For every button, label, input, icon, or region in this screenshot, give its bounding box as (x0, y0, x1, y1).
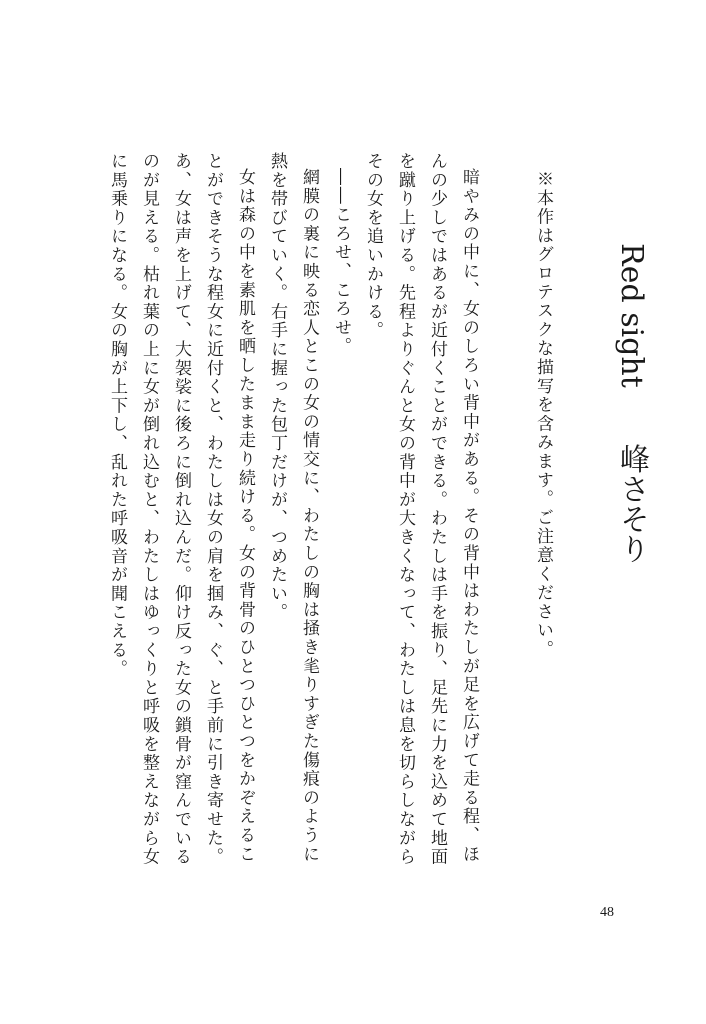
body-line: 熱を帯びていく。右手に握った包丁だけが、つめたい。 (267, 152, 287, 622)
body-line: のが見える。枯れ葉の上に女が倒れ込むと、わたしはゆっくりと呼吸を整えながら女 (139, 152, 159, 867)
body-line: あ、女は声を上げて、大袈裟に後ろに倒れ込んだ。仰け反った女の鎖骨が窪んでいる (171, 152, 191, 867)
body-line: その女を追いかける。 (363, 152, 383, 340)
body-line: 女は森の中を素肌を晒したまま走り続ける。女の背骨のひとつひとつをかぞえるこ (235, 168, 255, 864)
body-line: を蹴り上げる。先程よりぐんと女の背中が大きくなって、わたしは息を切らしながら (395, 152, 415, 867)
body-line: とができそうな程女に近付くと、わたしは女の肩を掴み、ぐ、と手前に引き寄せた。 (203, 152, 223, 867)
story-title-block (586, 205, 676, 564)
body-line: ――ころせ、ころせ。 (331, 168, 351, 356)
body-line: 網膜の裏に映る恋人とこの女の情交に、わたしの胸は掻き毟りすぎた傷痕のように (299, 168, 319, 864)
page-number: 48 (600, 905, 614, 920)
author-name: 峰さそり (614, 443, 649, 564)
body-line: んの少しではあるが近付くことができる。わたしは手を振り、足先に力を込めて地面 (427, 152, 447, 867)
content-warning: ※本作はグロテスクな描写を含みます。ご注意ください。 (533, 170, 553, 659)
body-line: 暗やみの中に、女のしろい背中がある。その背中はわたしが足を広げて走る程、ほ (459, 168, 479, 864)
story-title: Red sight (614, 243, 649, 388)
body-line: に馬乗りになる。女の胸が上下し、乱れた呼吸音が聞こえる。 (107, 152, 127, 679)
